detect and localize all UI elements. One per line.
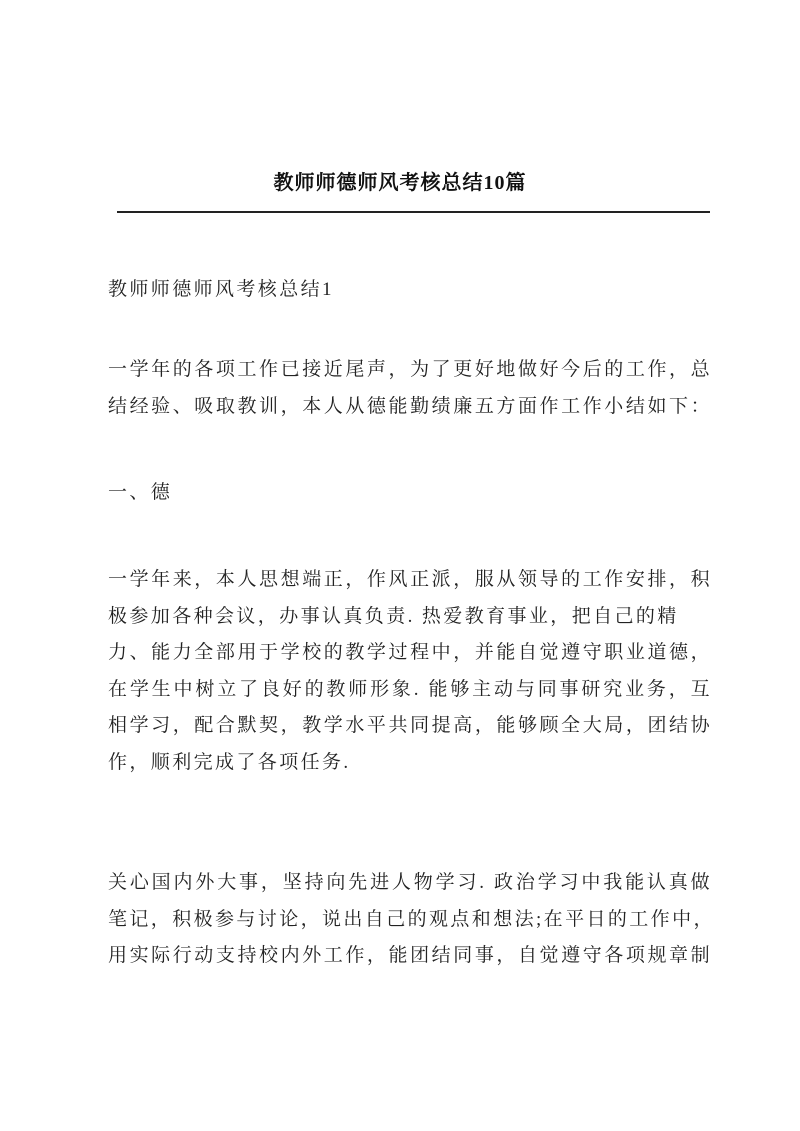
subheading [108,475,712,512]
title-divider [117,211,710,213]
paragraph-line: 相学习，配合默契，教学水平共同提高，能够顾全大局，团结协 [108,715,712,736]
intro-paragraph [108,352,712,425]
paragraph-1 [108,562,712,781]
paragraph-line: 笔记，积极参与讨论，说出自己的观点和想法;在平日的工作中， [108,908,715,930]
paragraph-line: 在学生中树立了良好的教师形象. 能够主动与同事研究业务，互 [108,678,712,700]
paragraph-line: 关心国内外大事，坚持向先进人物学习. 政治学习中我能认真做 [108,872,712,893]
section-heading [108,272,712,309]
document-title: 教师师德师风考核总结10篇 [273,172,527,194]
section-heading-text: 教师师德师风考核总结1 [108,279,334,300]
paragraph-line: 极参加各种会议，办事认真负责. 热爱教育事业，把自己的精 [108,605,679,627]
paragraph-line: 力、能力全部用于学校的教学过程中，并能自觉遵守职业道德， [108,642,712,663]
paragraph-line: 一学年来，本人思想端正，作风正派，服从领导的工作安排，积 [108,569,712,590]
subheading-text: 一、德 [108,482,173,503]
paragraph-2 [108,865,715,975]
paragraph-line: 结经验、吸取教训，本人从德能勤绩廉五方面作工作小结如下： [108,395,712,417]
paragraph-line: 用实际行动支持校内外工作，能团结同事，自觉遵守各项规章制 [108,945,712,966]
paragraph-line: 作，顺利完成了各项任务. [108,751,351,773]
paragraph-line: 一学年的各项工作已接近尾声，为了更好地做好今后的工作，总 [108,359,712,380]
